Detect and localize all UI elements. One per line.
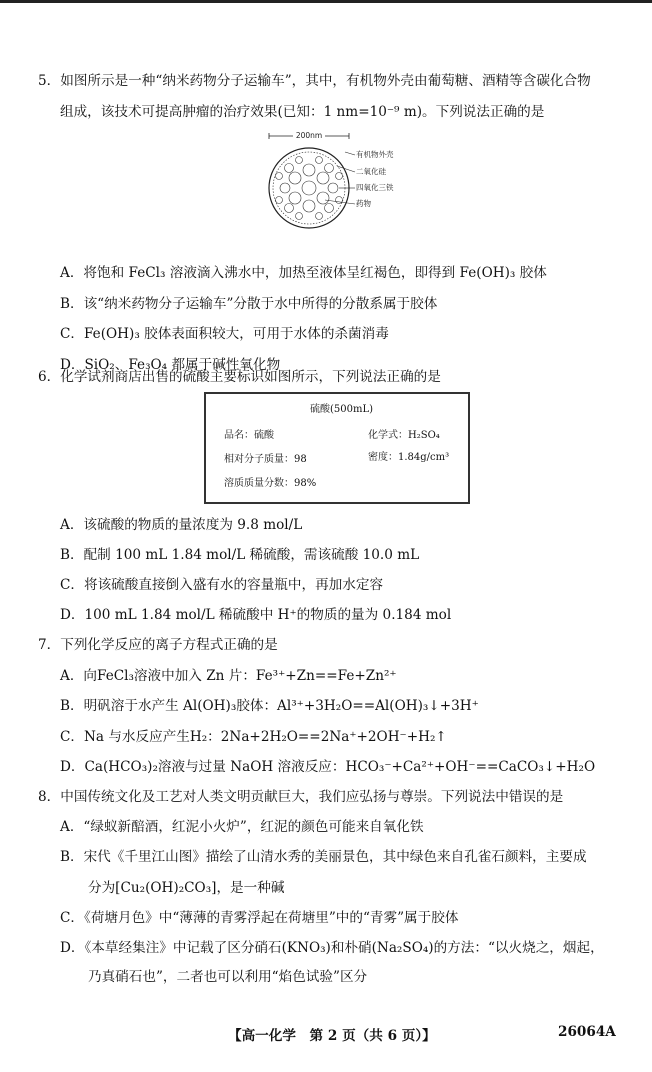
label-formula: 化学式：H₂SO₄ (368, 430, 440, 441)
diagram-label-fe3o4: 四氧化三铁 (356, 183, 394, 192)
q8-option-a: A．“绿蚁新醅酒，红泥小火炉”，红泥的颜色可能来自氧化铁 (60, 819, 424, 835)
q6-option-b: B．配制 100 mL 1.84 mol/L 稀硫酸，需该硫酸 10.0 mL (60, 547, 420, 563)
q8-option-c: C．《荷塘月色》中“薄薄的青雾浮起在荷塘里”中的“青雾”属于胶体 (60, 910, 459, 926)
q6-option-c: C．将该硫酸直接倒入盛有水的容量瓶中，再加水定容 (60, 577, 384, 593)
q8-option-b-line1: B．宋代《千里江山图》描绘了山清水秀的美丽景色，其中绿色来自孔雀石颜料，主要成 (60, 849, 587, 865)
label-molar-mass: 相对分子质量：98 (224, 454, 307, 465)
page-footer: 【高一化学 第 2 页（共 6 页）】 (228, 1028, 436, 1044)
label-mass-fraction: 溶质质量分数：98% (224, 478, 317, 489)
q8-option-b-line2: 分为[Cu₂(OH)₂CO₃]，是一种碱 (88, 880, 285, 896)
q7-option-c: C．Na 与水反应产生H₂：2Na+2H₂O==2Na⁺+2OH⁻+H₂↑ (60, 729, 447, 745)
q8-option-d-line1: D．《本草经集注》中记载了区分硝石(KNO₃)和朴硝(Na₂SO₄)的方法：“以火烧之，烟起， (60, 940, 604, 956)
q8-stem: 8．中国传统文化及工艺对人类文明贡献巨大，我们应弘扬与尊崇。下列说法中错误的是 (38, 789, 564, 805)
q6-option-d: D．100 mL 1.84 mol/L 稀硫酸中 H⁺的物质的量为 0.184 mol (60, 607, 452, 623)
q5-option-b: B．该“纳米药物分子运输车”分散于水中所得的分散系属于胶体 (60, 296, 438, 312)
q5-stem-line2: 组成，该技术可提高肿瘤的治疗效果(已知：1 nm=10⁻⁹ m)。下列说法正确的是 (60, 104, 545, 120)
label-density: 密度：1.84g/cm³ (368, 452, 450, 463)
q5-stem-line1: 5．如图所示是一种“纳米药物分子运输车”，其中，有机物外壳由葡萄糖、酒精等含碳化合物 (38, 73, 591, 89)
q7-option-d: D．Ca(HCO₃)₂溶液与过量 NaOH 溶液反应：HCO₃⁻+Ca²⁺+OH⁻==CaCO₃↓+H₂O (60, 759, 596, 775)
q7-stem: 7．下列化学反应的离子方程式正确的是 (38, 637, 278, 653)
nano-carrier-diagram (255, 128, 425, 240)
q5-option-d: D．SiO₂、Fe₃O₄ 都属于碱性氧化物 (60, 357, 281, 373)
diagram-label-shell: 有机物外壳 (356, 150, 394, 159)
diagram-width-label: 200nm (295, 131, 323, 140)
top-border (0, 0, 652, 3)
diagram-label-drug: 药物 (356, 199, 371, 208)
q5-option-c: C．Fe(OH)₃ 胶体表面积较大，可用于水体的杀菌消毒 (60, 326, 389, 342)
q7-option-b: B．明矾溶于水产生 Al(OH)₃胶体：Al³⁺+3H₂O==Al(OH)₃↓+3H⁺ (60, 698, 479, 714)
q8-option-d-line2: 乃真硝石也”，二者也可以利用“焰色试验”区分 (88, 969, 368, 985)
label-name: 品名：硫酸 (224, 430, 274, 441)
q6-stem: 6．化学试剂商店出售的硫酸主要标识如图所示，下列说法正确的是 (38, 369, 441, 385)
q5-option-a: A．将饱和 FeCl₃ 溶液滴入沸水中，加热至液体呈红褐色，即得到 Fe(OH)₃ 胶体 (60, 265, 547, 281)
label-title: 硫酸(500mL) (310, 404, 374, 415)
exam-code: 26064A (558, 1024, 616, 1040)
diagram-label-silica: 二氧化硅 (356, 167, 386, 176)
q6-option-a: A．该硫酸的物质的量浓度为 9.8 mol/L (60, 517, 303, 533)
q7-option-a: A．向FeCl₃溶液中加入 Zn 片：Fe³⁺+Zn==Fe+Zn²⁺ (60, 668, 397, 684)
sulfuric-acid-label (204, 392, 470, 504)
